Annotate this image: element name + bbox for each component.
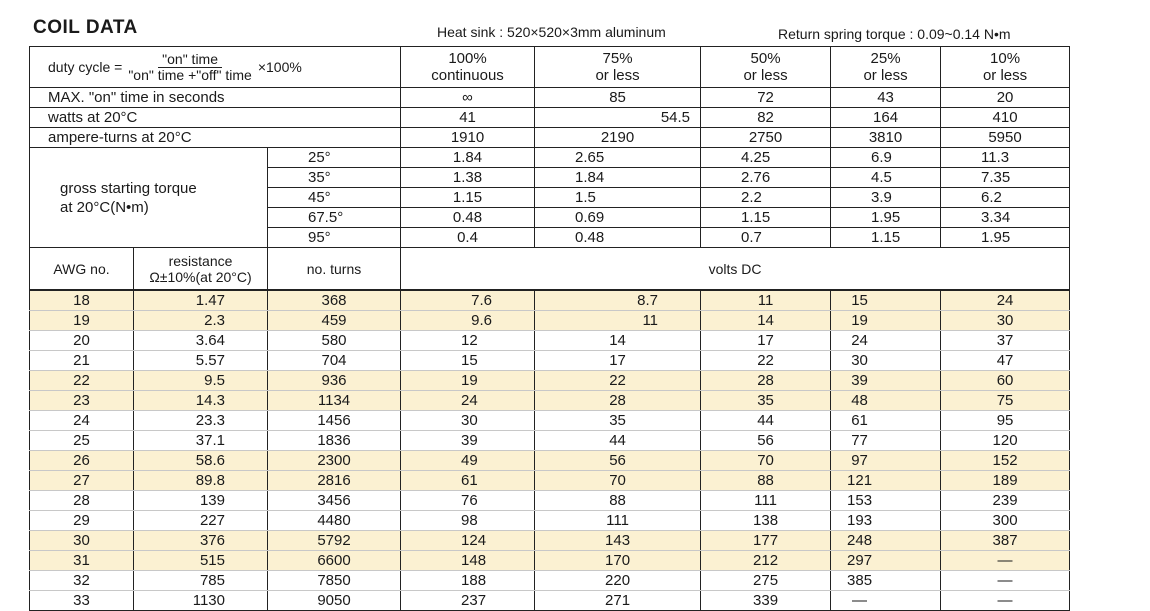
awg-number: 26 bbox=[30, 451, 134, 471]
volts-value: 387 bbox=[941, 531, 1070, 551]
volts-value: 17 bbox=[701, 331, 831, 351]
volts-value: 30 bbox=[941, 311, 1070, 331]
turns-value: 580 bbox=[268, 331, 401, 351]
awg-row bbox=[30, 290, 1070, 311]
torque-value: 1.84 bbox=[401, 148, 535, 168]
max-on-time-row: MAX. "on" time in seconds ∞ 85 72 43 20 bbox=[30, 88, 1070, 108]
torque-value: 0.69 bbox=[535, 208, 701, 228]
volts-value: 237 bbox=[401, 591, 535, 611]
volts-value: 248 bbox=[831, 531, 941, 551]
volts-value: 148 bbox=[401, 551, 535, 571]
resistance-value: 5.57 bbox=[134, 351, 268, 371]
volts-value: 143 bbox=[535, 531, 701, 551]
torque-value: 3.9 bbox=[831, 188, 941, 208]
volts-value: 212 bbox=[701, 551, 831, 571]
volts-value: 22 bbox=[701, 351, 831, 371]
volts-value: 188 bbox=[401, 571, 535, 591]
volts-value: — bbox=[831, 591, 941, 611]
volts-value: 14 bbox=[701, 311, 831, 331]
volts-value: 95 bbox=[941, 411, 1070, 431]
awg-row bbox=[30, 391, 1070, 411]
volts-value: 39 bbox=[831, 371, 941, 391]
torque-value: 7.35 bbox=[941, 168, 1070, 188]
volts-value: 7.6 bbox=[401, 290, 535, 311]
awg-number: 27 bbox=[30, 471, 134, 491]
volts-value: 111 bbox=[535, 511, 701, 531]
resistance-value: 785 bbox=[134, 571, 268, 591]
awg-row bbox=[30, 551, 1070, 571]
turns-value: 2300 bbox=[268, 451, 401, 471]
volts-value: 385 bbox=[831, 571, 941, 591]
duty-col-10: 10% or less bbox=[941, 47, 1070, 88]
torque-value: 2.76 bbox=[701, 168, 831, 188]
volts-value: 170 bbox=[535, 551, 701, 571]
volts-value: 35 bbox=[701, 391, 831, 411]
volts-value: 15 bbox=[401, 351, 535, 371]
volts-value: 60 bbox=[941, 371, 1070, 391]
torque-value: 1.5 bbox=[535, 188, 701, 208]
torque-angle: 67.5° bbox=[268, 208, 401, 228]
volts-value: 19 bbox=[831, 311, 941, 331]
resistance-value: 37.1 bbox=[134, 431, 268, 451]
volts-value: 14 bbox=[535, 331, 701, 351]
volts-value: 22 bbox=[535, 371, 701, 391]
volts-value: 56 bbox=[701, 431, 831, 451]
torque-angle: 95° bbox=[268, 228, 401, 248]
torque-value: 1.38 bbox=[401, 168, 535, 188]
volts-value: 24 bbox=[831, 331, 941, 351]
volts-value: 61 bbox=[831, 411, 941, 431]
awg-number: 22 bbox=[30, 371, 134, 391]
awg-number: 21 bbox=[30, 351, 134, 371]
duty-cycle-row bbox=[30, 47, 1070, 88]
volts-value: 152 bbox=[941, 451, 1070, 471]
awg-row bbox=[30, 451, 1070, 471]
volts-value: 138 bbox=[701, 511, 831, 531]
volts-value: 153 bbox=[831, 491, 941, 511]
duty-col-75: 75% or less bbox=[535, 47, 701, 88]
awg-number: 29 bbox=[30, 511, 134, 531]
duty-col-100: 100% continuous bbox=[401, 47, 535, 88]
volts-value: 28 bbox=[701, 371, 831, 391]
turns-value: 1456 bbox=[268, 411, 401, 431]
volts-value: 49 bbox=[401, 451, 535, 471]
turns-value: 459 bbox=[268, 311, 401, 331]
awg-number: 18 bbox=[30, 290, 134, 311]
watts-row: watts at 20°C 41 54.5 82 164 410 bbox=[30, 108, 1070, 128]
torque-angle: 45° bbox=[268, 188, 401, 208]
volts-value: 124 bbox=[401, 531, 535, 551]
resistance-value: 515 bbox=[134, 551, 268, 571]
torque-value: 3.34 bbox=[941, 208, 1070, 228]
torque-value: 6.9 bbox=[831, 148, 941, 168]
awg-column-header: AWG no. bbox=[30, 248, 134, 291]
awg-number: 25 bbox=[30, 431, 134, 451]
torque-value: 1.95 bbox=[831, 208, 941, 228]
volts-value: 75 bbox=[941, 391, 1070, 411]
awg-row bbox=[30, 591, 1070, 611]
volts-value: 189 bbox=[941, 471, 1070, 491]
volts-value: 193 bbox=[831, 511, 941, 531]
volts-value: 44 bbox=[535, 431, 701, 451]
turns-value: 6600 bbox=[268, 551, 401, 571]
turns-value: 2816 bbox=[268, 471, 401, 491]
volts-value: 35 bbox=[535, 411, 701, 431]
volts-value: 8.7 bbox=[535, 290, 701, 311]
turns-value: 1836 bbox=[268, 431, 401, 451]
awg-row bbox=[30, 471, 1070, 491]
volts-value: 70 bbox=[535, 471, 701, 491]
volts-value: 70 bbox=[701, 451, 831, 471]
volts-value: 88 bbox=[701, 471, 831, 491]
volts-value: 24 bbox=[941, 290, 1070, 311]
awg-number: 20 bbox=[30, 331, 134, 351]
volts-value: 12 bbox=[401, 331, 535, 351]
awg-row bbox=[30, 331, 1070, 351]
awg-row bbox=[30, 571, 1070, 591]
awg-row bbox=[30, 431, 1070, 451]
volts-value: 48 bbox=[831, 391, 941, 411]
volts-value: 121 bbox=[831, 471, 941, 491]
volts-value: 77 bbox=[831, 431, 941, 451]
page-title: COIL DATA bbox=[33, 17, 138, 38]
awg-number: 23 bbox=[30, 391, 134, 411]
volts-value: 56 bbox=[535, 451, 701, 471]
turns-value: 4480 bbox=[268, 511, 401, 531]
torque-value: 1.15 bbox=[831, 228, 941, 248]
resistance-value: 227 bbox=[134, 511, 268, 531]
awg-number: 33 bbox=[30, 591, 134, 611]
volts-value: 239 bbox=[941, 491, 1070, 511]
torque-value: 0.4 bbox=[401, 228, 535, 248]
torque-value: 1.15 bbox=[401, 188, 535, 208]
torque-value: 4.25 bbox=[701, 148, 831, 168]
coil-data-table bbox=[29, 46, 1070, 611]
resistance-value: 9.5 bbox=[134, 371, 268, 391]
turns-value: 9050 bbox=[268, 591, 401, 611]
awg-number: 28 bbox=[30, 491, 134, 511]
resistance-value: 3.64 bbox=[134, 331, 268, 351]
torque-value: 1.84 bbox=[535, 168, 701, 188]
volts-value: 28 bbox=[535, 391, 701, 411]
torque-angle: 25° bbox=[268, 148, 401, 168]
volts-value: 47 bbox=[941, 351, 1070, 371]
volts-value: 300 bbox=[941, 511, 1070, 531]
awg-header-row bbox=[30, 248, 1070, 291]
volts-value: 24 bbox=[401, 391, 535, 411]
awg-row bbox=[30, 371, 1070, 391]
resistance-value: 1130 bbox=[134, 591, 268, 611]
torque-value: 0.48 bbox=[535, 228, 701, 248]
turns-value: 936 bbox=[268, 371, 401, 391]
awg-row bbox=[30, 491, 1070, 511]
resistance-value: 23.3 bbox=[134, 411, 268, 431]
awg-number: 32 bbox=[30, 571, 134, 591]
torque-value: 11.3 bbox=[941, 148, 1070, 168]
volts-value: 30 bbox=[831, 351, 941, 371]
awg-number: 19 bbox=[30, 311, 134, 331]
turns-value: 1134 bbox=[268, 391, 401, 411]
volts-value: 15 bbox=[831, 290, 941, 311]
torque-value: 4.5 bbox=[831, 168, 941, 188]
volts-value: 271 bbox=[535, 591, 701, 611]
ampere-turns-row: ampere-turns at 20°C 1910 2190 2750 3810 5950 bbox=[30, 128, 1070, 148]
volts-value: 9.6 bbox=[401, 311, 535, 331]
volts-value: — bbox=[941, 571, 1070, 591]
awg-number: 30 bbox=[30, 531, 134, 551]
turns-value: 704 bbox=[268, 351, 401, 371]
gross-starting-torque-label: gross starting torque at 20°C(N•m) bbox=[30, 148, 268, 248]
resistance-value: 14.3 bbox=[134, 391, 268, 411]
resistance-value: 58.6 bbox=[134, 451, 268, 471]
awg-number: 24 bbox=[30, 411, 134, 431]
turns-value: 7850 bbox=[268, 571, 401, 591]
awg-row bbox=[30, 411, 1070, 431]
volts-value: 39 bbox=[401, 431, 535, 451]
volts-value: 11 bbox=[701, 290, 831, 311]
torque-row bbox=[30, 148, 1070, 168]
resistance-value: 139 bbox=[134, 491, 268, 511]
volts-value: 98 bbox=[401, 511, 535, 531]
volts-value: 297 bbox=[831, 551, 941, 571]
volts-value: 111 bbox=[701, 491, 831, 511]
resistance-value: 2.3 bbox=[134, 311, 268, 331]
volts-value: 220 bbox=[535, 571, 701, 591]
volts-value: 177 bbox=[701, 531, 831, 551]
resistance-value: 89.8 bbox=[134, 471, 268, 491]
volts-value: 97 bbox=[831, 451, 941, 471]
volts-value: 19 bbox=[401, 371, 535, 391]
volts-value: — bbox=[941, 551, 1070, 571]
volts-value: 44 bbox=[701, 411, 831, 431]
awg-row bbox=[30, 311, 1070, 331]
awg-row bbox=[30, 511, 1070, 531]
volts-value: 30 bbox=[401, 411, 535, 431]
resistance-column-header: resistance Ω±10%(at 20°C) bbox=[134, 248, 268, 291]
turns-value: 5792 bbox=[268, 531, 401, 551]
volts-value: 11 bbox=[535, 311, 701, 331]
duty-col-50: 50% or less bbox=[701, 47, 831, 88]
volts-value: 275 bbox=[701, 571, 831, 591]
torque-value: 1.95 bbox=[941, 228, 1070, 248]
volts-value: 37 bbox=[941, 331, 1070, 351]
torque-value: 6.2 bbox=[941, 188, 1070, 208]
volts-value: 17 bbox=[535, 351, 701, 371]
volts-dc-header: volts DC bbox=[401, 248, 1070, 291]
awg-number: 31 bbox=[30, 551, 134, 571]
volts-value: 88 bbox=[535, 491, 701, 511]
volts-value: — bbox=[941, 591, 1070, 611]
awg-row bbox=[30, 531, 1070, 551]
volts-value: 76 bbox=[401, 491, 535, 511]
torque-value: 0.48 bbox=[401, 208, 535, 228]
torque-angle: 35° bbox=[268, 168, 401, 188]
spring-torque-note: Return spring torque : 0.09~0.14 N•m bbox=[778, 26, 1011, 42]
volts-value: 339 bbox=[701, 591, 831, 611]
duty-col-25: 25% or less bbox=[831, 47, 941, 88]
turns-value: 368 bbox=[268, 290, 401, 311]
turns-column-header: no. turns bbox=[268, 248, 401, 291]
volts-value: 61 bbox=[401, 471, 535, 491]
turns-value: 3456 bbox=[268, 491, 401, 511]
torque-value: 1.15 bbox=[701, 208, 831, 228]
torque-value: 2.65 bbox=[535, 148, 701, 168]
awg-row bbox=[30, 351, 1070, 371]
resistance-value: 1.47 bbox=[134, 290, 268, 311]
heat-sink-note: Heat sink : 520×520×3mm aluminum bbox=[437, 24, 666, 40]
resistance-value: 376 bbox=[134, 531, 268, 551]
torque-value: 0.7 bbox=[701, 228, 831, 248]
volts-value: 120 bbox=[941, 431, 1070, 451]
duty-cycle-formula: duty cycle = $\frac{\text{"on" time}}{\text{"on" time +"off" time}}$ ×100% bbox=[30, 47, 401, 88]
torque-value: 2.2 bbox=[701, 188, 831, 208]
